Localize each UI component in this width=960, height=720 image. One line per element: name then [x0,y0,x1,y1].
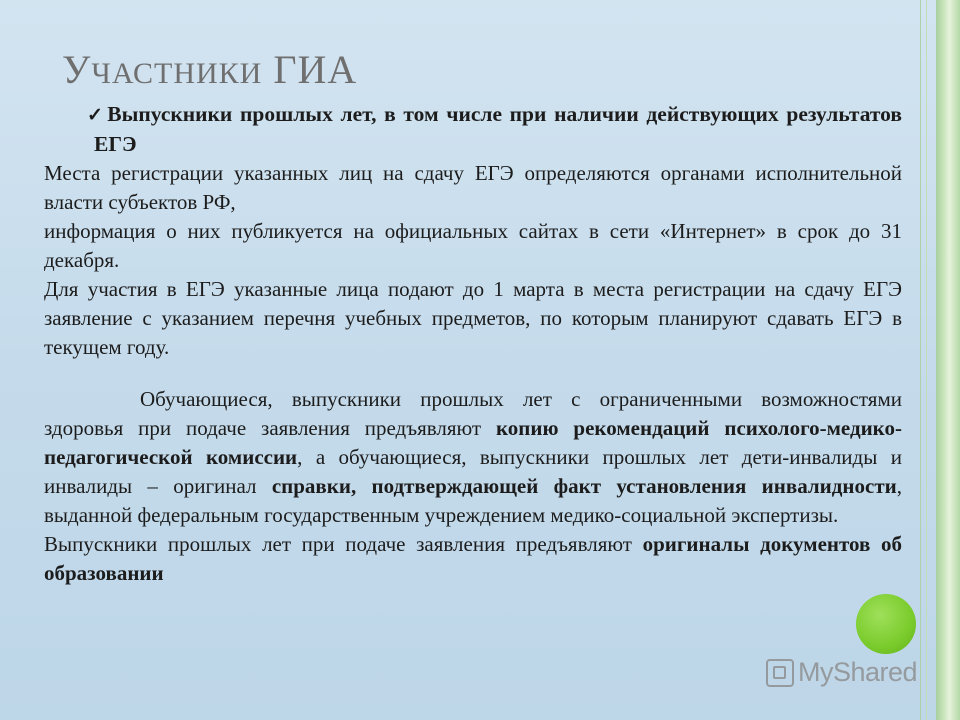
green-circle-decoration [856,594,916,654]
emphasis-certificate: справки, подтверждающей факт установления инвалидности [271,474,897,498]
myshared-logo-icon [766,659,794,687]
edge-line [920,0,921,720]
bullet-heading: ✓Выпускники прошлых лет, в том числе при наличии действующих результатов ЕГЭ [87,102,902,156]
paragraph-registration: Места регистрации указанных лиц на сдачу ЕГЭ определяются органами исполнительной власти субъектов РФ, [44,161,902,214]
paragraph-documents: Выпускники прошлых лет при подаче заявления предъявляют оригиналы документов об образовании [44,532,902,585]
slide-title: УЧАСТНИКИ ГИА [62,47,358,92]
myshared-watermark [766,657,917,688]
paragraph-disabilities: Обучающиеся, выпускники прошлых лет с ограниченными возможностями здоровья при подаче заявления предъявляют копию рекомендаций психолого-медико-педагогической комиссии, а обучающиеся, выпускники прошлых лет дети-инвалиды и инвалиды – оригинал справки, подтверждающей факт установления инвалидности, выданной федеральным государственным учреждением медико-социальной экспертизы. [44,387,902,527]
right-decorative-stripe [936,0,960,720]
checkmark-icon: ✓ [87,105,106,126]
paragraph-publication: информация о них публикуется на официальных сайтах в сети «Интернет» в срок до 31 декабря. [44,219,902,272]
paragraph-application: Для участия в ЕГЭ указанные лица подают до 1 марта в места регистрации на сдачу ЕГЭ заявление с указанием перечня учебных предметов, по которым планируют сдавать ЕГЭ в текущем году. [44,277,902,359]
watermark-text: MyShared [798,657,918,687]
emphasis-documents: оригиналы документов об образовании [44,532,902,585]
edge-line [926,0,927,720]
emphasis-recommendations: копию рекомендаций психолого-медико-педагогической комиссии [44,416,902,469]
spacer [44,362,902,385]
slide-body [44,100,902,588]
